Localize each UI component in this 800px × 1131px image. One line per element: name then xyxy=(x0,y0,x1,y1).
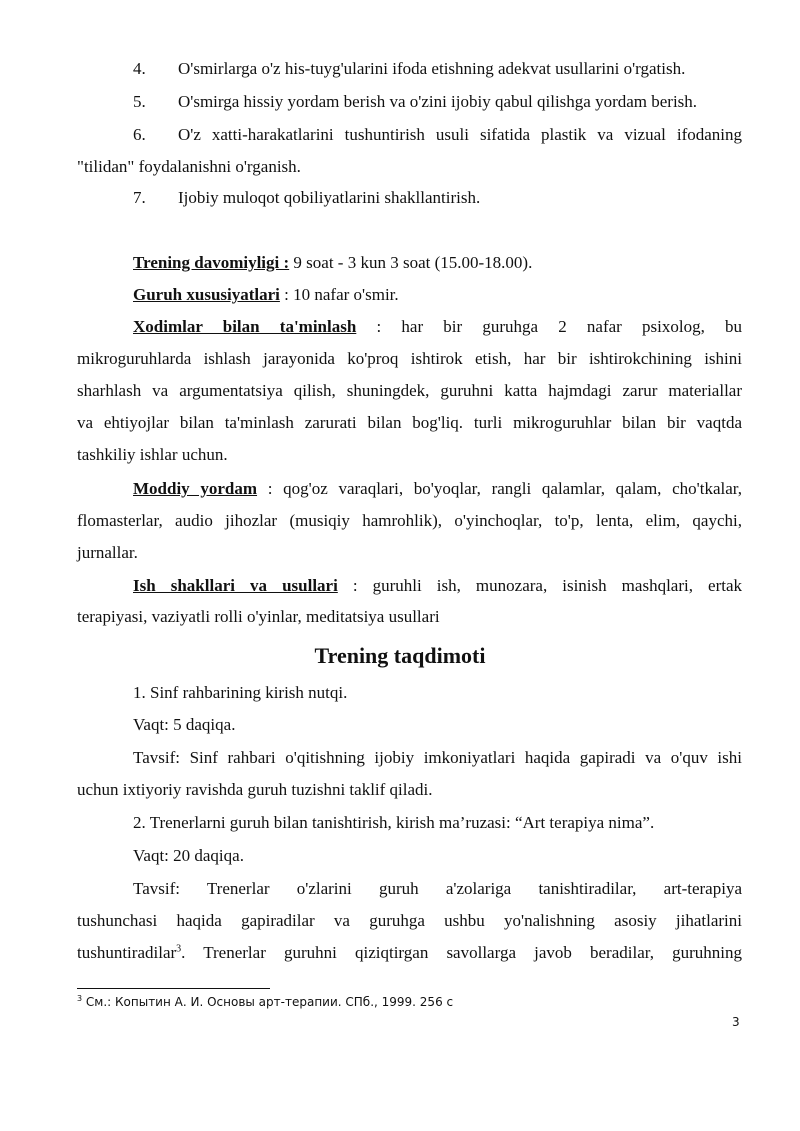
section1-title: 1. Sinf rahbarining kirish nutqi. xyxy=(133,683,348,702)
staff-text: : har bir guruhga 2 nafar psixolog, bu xyxy=(356,317,742,336)
list-item-continuation: "tilidan" foydalanishni o'rganish. xyxy=(77,157,301,176)
duration-text: 9 soat - 3 kun 3 soat (15.00-18.00). xyxy=(289,253,533,272)
section2-desc-line: tushunchasi haqida gapiradilar va guruhga ushbu yo'nalishning asosiy jihatlarini xyxy=(77,911,742,930)
section2-desc-text: . Trenerlar guruhni qiziqtirgan savollarga javob beradilar, guruhning xyxy=(181,943,742,962)
list-item-text: O'z xatti-harakatlarini tushuntirish usuli sifatida plastik va vizual ifodaning xyxy=(178,125,742,144)
methods-label: Ish shakllari va usullari xyxy=(133,576,338,595)
footnote-text: См.: Копытин А. И. Основы арт-терапии. СПб., 1999. 256 с xyxy=(82,995,454,1009)
list-number: 7. xyxy=(133,188,146,207)
material-label: Moddiy yordam xyxy=(133,479,258,498)
methods-text: : guruhli ish, munozara, isinish mashqlari, ertak xyxy=(337,576,742,595)
group-label: Guruh xususiyatlari xyxy=(133,285,280,304)
list-item-text: Ijobiy muloqot qobiliyatlarini shakllantirish. xyxy=(178,188,481,207)
footnote-number: 3 xyxy=(77,994,83,1003)
staff-line-last: tashkiliy ishlar uchun. xyxy=(77,445,228,464)
staff-paragraph-first xyxy=(133,317,742,337)
section2-desc-line xyxy=(77,943,742,963)
section1-desc-last: uchun ixtiyoriy ravishda guruh tuzishni taklif qiladi. xyxy=(77,780,433,799)
methods-paragraph-first xyxy=(133,576,742,596)
material-line: flomasterlar, audio jihozlar (musiqiy hamrohlik), o'yinchoqlar, to'p, lenta, elim, qaychi, xyxy=(77,511,742,530)
methods-line-last: terapiyasi, vaziyatli rolli o'yinlar, meditatsiya usullari xyxy=(77,607,440,626)
section1-time: Vaqt: 5 daqiqa. xyxy=(133,715,236,734)
group-paragraph xyxy=(133,285,399,305)
staff-line: sharhlash va argumentatsiya qilish, shuningdek, guruhni katta hajmdagi zarur materiallar xyxy=(77,381,742,400)
page-number: 3 xyxy=(732,1015,740,1029)
list-number: 5. xyxy=(133,92,146,111)
footnote xyxy=(77,995,453,1009)
duration-label: Trening davomiyligi : xyxy=(133,253,290,272)
staff-line: mikroguruhlarda ishlash jarayonida ko'proq ishtirok etish, har bir ishtirokchining ishini xyxy=(77,349,742,368)
material-paragraph-first xyxy=(133,479,742,499)
section2-desc: Tavsif: Trenerlar o'zlarini guruh a'zolariga tanishtiradilar, art-terapiya xyxy=(133,879,742,898)
section1-desc: Tavsif: Sinf rahbari o'qitishning ijobiy imkoniyatlari haqida gapiradi va o'quv ishi xyxy=(133,748,742,767)
section2-title: 2. Trenerlarni guruh bilan tanishtirish, kirish ma’ruzasi: “Art terapiya nima”. xyxy=(133,813,655,832)
list-item-text: O'smirlarga o'z his-tuyg'ularini ifoda etishning adekvat usullarini o'rgatish. xyxy=(178,59,686,78)
list-number: 6. xyxy=(133,125,146,144)
staff-label: Xodimlar bilan ta'minlash xyxy=(133,317,357,336)
list-number: 4. xyxy=(133,59,146,78)
footnote-reference[interactable]: 3 xyxy=(176,943,182,955)
material-line-last: jurnallar. xyxy=(77,543,138,562)
staff-line: va ehtiyojlar bilan ta'minlash zarurati bilan bog'liq. turli mikroguruhlar bilan bir vaqtda xyxy=(77,413,742,432)
duration-paragraph xyxy=(133,253,532,273)
section-heading: Trening taqdimoti xyxy=(314,643,486,668)
section2-desc-text: tushuntiradilar xyxy=(77,943,177,962)
group-text: : 10 nafar o'smir. xyxy=(279,285,399,304)
section2-time: Vaqt: 20 daqiqa. xyxy=(133,846,244,865)
footnote-divider xyxy=(77,988,270,989)
list-item-text: O'smirga hissiy yordam berish va o'zini ijobiy qabul qilishga yordam berish. xyxy=(178,92,698,111)
material-text: : qog'oz varaqlari, bo'yoqlar, rangli qalamlar, qalam, cho'tkalar, xyxy=(257,479,743,498)
